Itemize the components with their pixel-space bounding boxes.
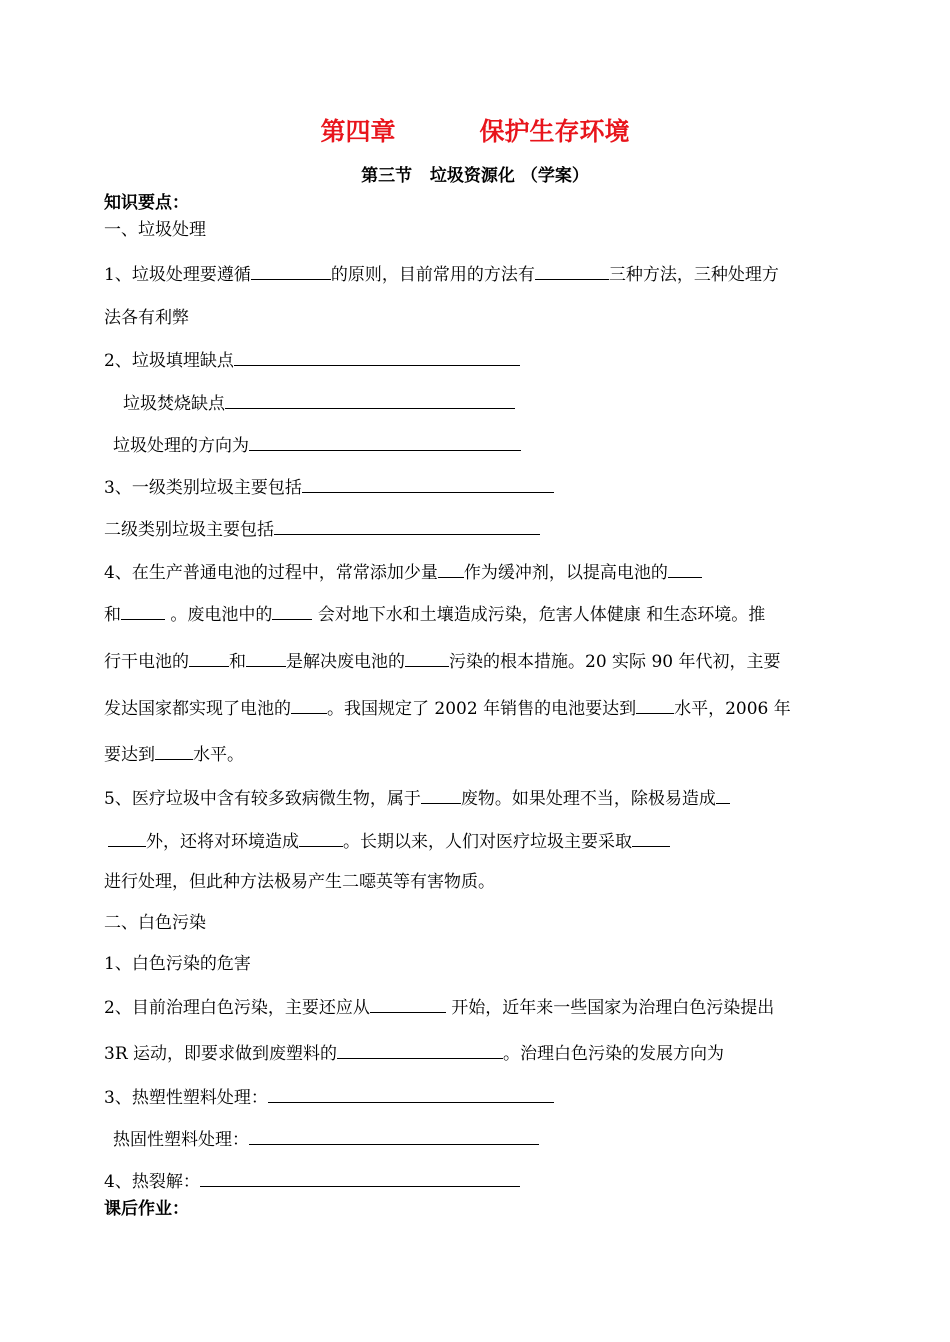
question-5-line-3: 进行处理，但此种方法极易产生二噁英等有害物质。	[104, 872, 495, 892]
p2q3-text: 热固性塑料处理：	[113, 1130, 249, 1150]
answer-blank[interactable]	[421, 786, 461, 804]
q4-text: 作为缓冲剂，以提高电池的	[463, 563, 668, 583]
q4-text: 和	[104, 605, 121, 625]
answer-blank[interactable]	[268, 1085, 554, 1103]
answer-blank[interactable]	[249, 1127, 539, 1145]
answer-blank[interactable]	[234, 348, 520, 366]
question-5-line-1	[104, 786, 730, 810]
part1-heading: 一、垃圾处理	[104, 220, 206, 240]
q2-text-b: 垃圾焚烧缺点	[123, 394, 225, 414]
question-3-line-2	[104, 517, 540, 541]
homework-heading: 课后作业：	[104, 1199, 189, 1219]
q5-text: 5、医疗垃圾中含有较多致病微生物，属于	[104, 789, 421, 809]
question-3-line-1	[104, 475, 554, 499]
question-2-line-2	[123, 391, 515, 415]
part2-question-3-line-1	[104, 1085, 554, 1109]
p2q2-text: 。治理白色污染的发展方向为	[503, 1044, 725, 1064]
q4-text: 和	[229, 652, 246, 672]
answer-blank[interactable]	[272, 602, 312, 620]
p2q2-text: 3R 运动，即要求做到废塑料的	[104, 1044, 338, 1064]
answer-blank[interactable]	[405, 649, 449, 667]
answer-blank[interactable]	[189, 649, 229, 667]
answer-blank[interactable]	[636, 696, 674, 714]
answer-blank[interactable]	[438, 560, 464, 578]
part2-question-3-line-2	[113, 1127, 539, 1151]
section-title: 第三节 垃圾资源化 （学案）	[361, 166, 589, 186]
question-2-line-1	[104, 348, 520, 372]
answer-blank[interactable]	[246, 649, 286, 667]
answer-blank[interactable]	[302, 475, 554, 493]
answer-blank[interactable]	[225, 391, 515, 409]
q4-text: 4、在生产普通电池的过程中，常常添加少量	[104, 563, 438, 583]
question-4-line-2	[104, 602, 846, 626]
question-1-line-1	[104, 262, 846, 286]
q5-text: 外，还将对环境造成	[146, 832, 299, 852]
part2-question-4	[104, 1169, 520, 1193]
q4-text: 要达到	[104, 745, 155, 765]
chapter-number: 第四章	[320, 117, 396, 146]
answer-blank[interactable]	[632, 829, 670, 847]
q4-text: 行干电池的	[104, 652, 189, 672]
q2-text-a: 2、垃圾填埋缺点	[104, 351, 234, 371]
q5-text: 。长期以来，人们对医疗垃圾主要采取	[343, 832, 632, 852]
p2q2-text: 2、目前治理白色污染，主要还应从	[104, 998, 370, 1018]
q4-text: 会对地下水和土壤造成污染，危害人体健康 和生态环境。推	[317, 605, 766, 625]
question-4-line-1	[104, 560, 702, 584]
q4-text: 。我国规定了 2002 年销售的电池要达到	[327, 699, 637, 719]
q4-text: 污染的根本措施。20 实际 90 年代初，主要	[449, 652, 781, 672]
p2q2-text: 开始，近年来一些国家为治理白色污染提出	[451, 998, 775, 1018]
answer-blank[interactable]	[535, 262, 609, 280]
q2-text-c: 垃圾处理的方向为	[113, 436, 249, 456]
question-4-line-3	[104, 649, 846, 673]
part2-question-2-line-1	[104, 995, 846, 1019]
part2-question-2-line-2	[104, 1041, 724, 1065]
answer-blank[interactable]	[668, 560, 702, 578]
part2-question-1: 1、白色污染的危害	[104, 954, 251, 974]
part2-heading: 二、白色污染	[104, 913, 206, 933]
answer-blank[interactable]	[251, 262, 331, 280]
q1-text-a: 1、垃圾处理要遵循	[104, 265, 251, 285]
q1-text-b: 的原则，目前常用的方法有	[330, 265, 535, 285]
answer-blank[interactable]	[291, 696, 327, 714]
question-5-line-2	[108, 829, 670, 853]
question-1-line-2: 法各有利弊	[104, 308, 189, 328]
p2q4-text: 4、热裂解：	[104, 1172, 200, 1192]
q4-text: 发达国家都实现了电池的	[104, 699, 291, 719]
p2q3-text: 3、热塑性塑料处理：	[104, 1088, 268, 1108]
answer-blank[interactable]	[299, 829, 343, 847]
question-2-line-3	[113, 433, 521, 457]
q4-text: 是解决废电池的	[286, 652, 405, 672]
answer-blank[interactable]	[155, 742, 193, 760]
answer-blank[interactable]	[249, 433, 521, 451]
answer-blank[interactable]	[121, 602, 165, 620]
question-4-line-4	[104, 696, 846, 720]
knowledge-heading: 知识要点：	[104, 193, 189, 213]
chapter-name: 保护生存环境	[479, 117, 630, 146]
chapter-title	[0, 112, 950, 148]
answer-blank[interactable]	[108, 829, 146, 847]
q1-text-c: 三种方法，三种处理方	[608, 265, 779, 285]
question-4-line-5	[104, 742, 244, 766]
q5-text: 废物。如果处理不当，除极易造成	[460, 789, 716, 809]
q4-text: 水平，2006 年	[674, 699, 791, 719]
answer-blank[interactable]	[274, 517, 540, 535]
q4-text: 。废电池中的	[170, 605, 273, 625]
q3-text-b: 二级类别垃圾主要包括	[104, 520, 274, 540]
answer-blank[interactable]	[200, 1169, 520, 1187]
answer-blank[interactable]	[370, 995, 446, 1013]
answer-blank[interactable]	[716, 786, 730, 804]
answer-blank[interactable]	[337, 1041, 503, 1059]
q4-text: 水平。	[193, 745, 244, 765]
q3-text-a: 3、一级类别垃圾主要包括	[104, 478, 302, 498]
